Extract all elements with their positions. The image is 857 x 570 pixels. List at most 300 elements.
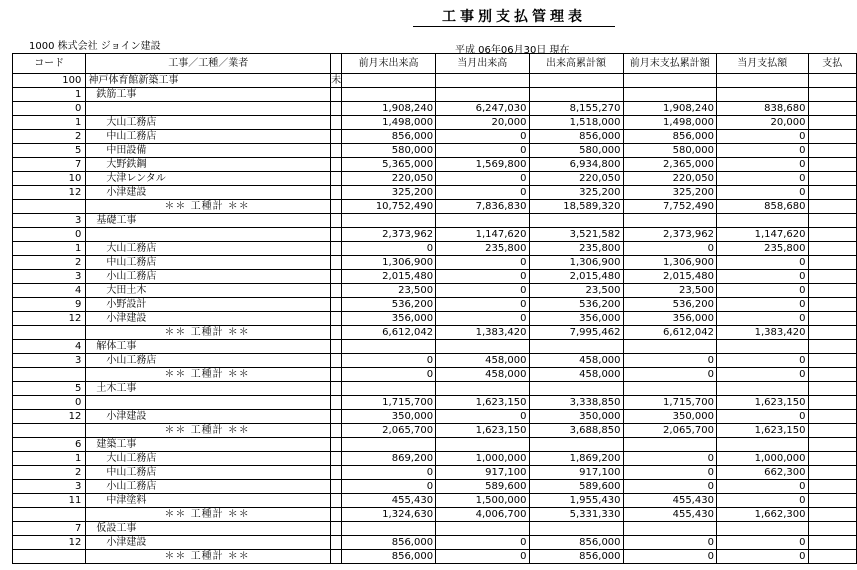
row-code: 12 (13, 536, 86, 550)
row-name: 小野設計 (86, 298, 331, 312)
row-mark (331, 396, 342, 410)
cell-month-progress: 0 (436, 130, 529, 144)
table-row (13, 438, 857, 452)
cell-payment (808, 382, 856, 396)
col-header-prev-paid-total: 前月末支払累計額 (623, 54, 716, 74)
cell-month-paid (716, 382, 808, 396)
table-row (13, 256, 857, 270)
cell-prev-paid-total: 2,365,000 (623, 158, 716, 172)
cell-month-progress: 7,836,830 (436, 200, 529, 214)
row-mark (331, 312, 342, 326)
cell-payment (808, 312, 856, 326)
cell-prev-progress: 455,430 (342, 494, 436, 508)
cell-progress-total: 18,589,320 (529, 200, 623, 214)
cell-month-progress: 1,383,420 (436, 326, 529, 340)
row-mark (331, 438, 342, 452)
cell-prev-paid-total: 2,065,700 (623, 424, 716, 438)
table-row (13, 508, 857, 522)
row-name: 仮設工事 (86, 522, 331, 536)
cell-month-paid (716, 88, 808, 102)
header-row (13, 54, 857, 74)
row-code: 5 (13, 382, 86, 396)
row-name: 建築工事 (86, 438, 331, 452)
row-mark (331, 522, 342, 536)
cell-month-progress (436, 214, 529, 228)
cell-prev-paid-total (623, 88, 716, 102)
cell-month-paid: 20,000 (716, 116, 808, 130)
cell-progress-total: 2,015,480 (529, 270, 623, 284)
row-code: 12 (13, 186, 86, 200)
cell-prev-paid-total: 350,000 (623, 410, 716, 424)
cell-prev-paid-total (623, 382, 716, 396)
cell-month-progress: 458,000 (436, 368, 529, 382)
cell-month-paid: 0 (716, 410, 808, 424)
cell-progress-total (529, 214, 623, 228)
cell-prev-progress: 23,500 (342, 284, 436, 298)
cell-month-progress: 1,000,000 (436, 452, 529, 466)
cell-payment (808, 200, 856, 214)
row-mark (331, 326, 342, 340)
cell-prev-paid-total: 856,000 (623, 130, 716, 144)
cell-prev-paid-total: 0 (623, 452, 716, 466)
row-code: 0 (13, 396, 86, 410)
row-code: 0 (13, 102, 86, 116)
cell-payment (808, 270, 856, 284)
cell-progress-total: 917,100 (529, 466, 623, 480)
row-mark (331, 130, 342, 144)
table-row (13, 326, 857, 340)
cell-prev-paid-total: 0 (623, 368, 716, 382)
cell-payment (808, 326, 856, 340)
table-row (13, 522, 857, 536)
cell-prev-progress: 2,015,480 (342, 270, 436, 284)
cell-prev-progress (342, 88, 436, 102)
cell-progress-total: 235,800 (529, 242, 623, 256)
row-mark (331, 88, 342, 102)
row-name: 小津建設 (86, 536, 331, 550)
table-row (13, 102, 857, 116)
cell-payment (808, 88, 856, 102)
table-row (13, 298, 857, 312)
cell-payment (808, 144, 856, 158)
table-row (13, 382, 857, 396)
cell-prev-paid-total: 1,498,000 (623, 116, 716, 130)
cell-payment (808, 368, 856, 382)
cell-prev-paid-total (623, 340, 716, 354)
row-code: 2 (13, 256, 86, 270)
row-name: 土木工事 (86, 382, 331, 396)
cell-payment (808, 354, 856, 368)
cell-payment (808, 214, 856, 228)
cell-progress-total: 3,521,582 (529, 228, 623, 242)
cell-payment (808, 74, 856, 88)
row-mark (331, 158, 342, 172)
row-name: ＊＊ 工種計 ＊＊ (86, 550, 331, 564)
cell-prev-paid-total: 0 (623, 354, 716, 368)
cell-month-progress: 0 (436, 284, 529, 298)
cell-prev-progress (342, 74, 436, 88)
cell-month-paid: 0 (716, 144, 808, 158)
cell-prev-progress: 580,000 (342, 144, 436, 158)
cell-progress-total: 3,338,850 (529, 396, 623, 410)
cell-month-paid: 0 (716, 312, 808, 326)
table-row (13, 74, 857, 88)
cell-prev-paid-total: 7,752,490 (623, 200, 716, 214)
table-row (13, 144, 857, 158)
row-mark (331, 298, 342, 312)
row-name: 大田土木 (86, 284, 331, 298)
row-mark (331, 270, 342, 284)
as-of-date: 平成 06年06月30日 現在 (455, 45, 570, 56)
cell-month-paid: 0 (716, 480, 808, 494)
row-mark (331, 284, 342, 298)
row-mark (331, 228, 342, 242)
cell-payment (808, 186, 856, 200)
row-code: 11 (13, 494, 86, 508)
cell-month-paid: 235,800 (716, 242, 808, 256)
row-name: 基礎工事 (86, 214, 331, 228)
table-row (13, 368, 857, 382)
row-name: 中山工務店 (86, 466, 331, 480)
cell-prev-progress (342, 340, 436, 354)
cell-progress-total: 856,000 (529, 536, 623, 550)
row-code: 5 (13, 144, 86, 158)
cell-prev-paid-total: 325,200 (623, 186, 716, 200)
cell-payment (808, 228, 856, 242)
cell-progress-total: 356,000 (529, 312, 623, 326)
row-mark (331, 242, 342, 256)
cell-prev-progress: 10,752,490 (342, 200, 436, 214)
cell-prev-paid-total (623, 438, 716, 452)
cell-month-paid: 0 (716, 298, 808, 312)
table-row (13, 130, 857, 144)
cell-prev-paid-total: 220,050 (623, 172, 716, 186)
cell-prev-paid-total: 6,612,042 (623, 326, 716, 340)
row-name: 小津建設 (86, 312, 331, 326)
cell-month-paid: 0 (716, 270, 808, 284)
cell-month-progress: 1,623,150 (436, 424, 529, 438)
cell-progress-total: 856,000 (529, 550, 623, 564)
cell-progress-total: 1,306,900 (529, 256, 623, 270)
cell-prev-progress: 856,000 (342, 550, 436, 564)
col-header-name: 工事／工種／業者 (86, 54, 331, 74)
cell-month-paid: 858,680 (716, 200, 808, 214)
cell-month-progress: 0 (436, 536, 529, 550)
cell-progress-total (529, 382, 623, 396)
cell-prev-progress (342, 214, 436, 228)
cell-prev-progress: 1,306,900 (342, 256, 436, 270)
row-code: 1 (13, 452, 86, 466)
cell-prev-progress: 325,200 (342, 186, 436, 200)
row-mark (331, 186, 342, 200)
row-name: 大山工務店 (86, 452, 331, 466)
cell-month-progress: 6,247,030 (436, 102, 529, 116)
cell-month-paid: 1,623,150 (716, 396, 808, 410)
table-row (13, 186, 857, 200)
cell-payment (808, 424, 856, 438)
row-code (13, 368, 86, 382)
cell-prev-progress: 2,373,962 (342, 228, 436, 242)
row-mark (331, 214, 342, 228)
cell-month-progress: 1,569,800 (436, 158, 529, 172)
table-row (13, 480, 857, 494)
row-code (13, 200, 86, 214)
row-code: 3 (13, 480, 86, 494)
cell-prev-progress: 2,065,700 (342, 424, 436, 438)
cell-progress-total: 23,500 (529, 284, 623, 298)
cell-month-paid (716, 438, 808, 452)
cell-prev-progress: 1,498,000 (342, 116, 436, 130)
row-mark (331, 466, 342, 480)
cell-progress-total: 580,000 (529, 144, 623, 158)
cell-prev-progress: 5,365,000 (342, 158, 436, 172)
cell-progress-total (529, 438, 623, 452)
row-name: 小山工務店 (86, 270, 331, 284)
cell-prev-paid-total: 1,306,900 (623, 256, 716, 270)
row-code (13, 508, 86, 522)
cell-payment (808, 466, 856, 480)
row-code: 100 (13, 74, 86, 88)
row-code: 3 (13, 270, 86, 284)
cell-month-progress (436, 88, 529, 102)
cell-prev-progress (342, 522, 436, 536)
cell-month-progress: 917,100 (436, 466, 529, 480)
cell-month-progress: 235,800 (436, 242, 529, 256)
cell-progress-total: 8,155,270 (529, 102, 623, 116)
cell-payment (808, 116, 856, 130)
table-row (13, 424, 857, 438)
cell-prev-paid-total: 455,430 (623, 508, 716, 522)
cell-month-paid: 1,000,000 (716, 452, 808, 466)
table-row (13, 536, 857, 550)
row-name: 大野鉄鋼 (86, 158, 331, 172)
cell-month-progress: 0 (436, 410, 529, 424)
row-code (13, 424, 86, 438)
row-mark (331, 116, 342, 130)
cell-prev-paid-total: 1,908,240 (623, 102, 716, 116)
cell-prev-paid-total: 536,200 (623, 298, 716, 312)
cell-prev-progress: 356,000 (342, 312, 436, 326)
cell-prev-paid-total (623, 214, 716, 228)
cell-progress-total: 220,050 (529, 172, 623, 186)
row-name: 小山工務店 (86, 354, 331, 368)
cell-progress-total (529, 88, 623, 102)
table-row (13, 340, 857, 354)
row-name: 中山工務店 (86, 256, 331, 270)
cell-month-paid (716, 214, 808, 228)
cell-month-progress: 0 (436, 312, 529, 326)
cell-progress-total: 350,000 (529, 410, 623, 424)
row-name: 小津建設 (86, 186, 331, 200)
cell-month-paid: 1,662,300 (716, 508, 808, 522)
cell-payment (808, 452, 856, 466)
row-mark (331, 340, 342, 354)
row-name: 大山工務店 (86, 242, 331, 256)
cell-month-progress: 0 (436, 270, 529, 284)
table-row (13, 284, 857, 298)
row-name: 大津レンタル (86, 172, 331, 186)
row-name: ＊＊ 工種計 ＊＊ (86, 424, 331, 438)
cell-month-progress (436, 522, 529, 536)
cell-payment (808, 522, 856, 536)
cell-payment (808, 438, 856, 452)
cell-payment (808, 550, 856, 564)
cell-payment (808, 410, 856, 424)
cell-prev-progress: 536,200 (342, 298, 436, 312)
row-name (86, 102, 331, 116)
cell-progress-total: 589,600 (529, 480, 623, 494)
row-code: 7 (13, 522, 86, 536)
cell-month-progress: 1,147,620 (436, 228, 529, 242)
cell-month-progress: 0 (436, 298, 529, 312)
cell-month-paid: 0 (716, 172, 808, 186)
col-header-prev-progress: 前月末出来高 (342, 54, 436, 74)
cell-payment (808, 102, 856, 116)
cell-payment (808, 480, 856, 494)
row-code: 0 (13, 228, 86, 242)
table-row (13, 466, 857, 480)
cell-progress-total (529, 74, 623, 88)
cell-month-paid: 0 (716, 550, 808, 564)
table-row (13, 228, 857, 242)
cell-prev-progress: 220,050 (342, 172, 436, 186)
row-code: 4 (13, 340, 86, 354)
cell-payment (808, 172, 856, 186)
row-name: 中田設備 (86, 144, 331, 158)
row-mark (331, 172, 342, 186)
cell-month-paid: 1,623,150 (716, 424, 808, 438)
table-row (13, 410, 857, 424)
table-row (13, 88, 857, 102)
cell-month-paid: 1,147,620 (716, 228, 808, 242)
row-code: 2 (13, 466, 86, 480)
cell-progress-total: 1,869,200 (529, 452, 623, 466)
cell-month-progress (436, 382, 529, 396)
row-mark (331, 536, 342, 550)
row-mark (331, 424, 342, 438)
col-header-payment: 支払 (808, 54, 856, 74)
cell-prev-progress (342, 438, 436, 452)
table-row (13, 550, 857, 564)
cell-payment (808, 242, 856, 256)
cell-month-paid: 0 (716, 186, 808, 200)
cell-month-progress: 458,000 (436, 354, 529, 368)
table-row (13, 200, 857, 214)
row-code: 9 (13, 298, 86, 312)
cell-payment (808, 298, 856, 312)
row-code: 1 (13, 88, 86, 102)
cell-month-paid: 0 (716, 284, 808, 298)
cell-progress-total (529, 340, 623, 354)
cell-prev-paid-total: 0 (623, 480, 716, 494)
row-mark (331, 410, 342, 424)
row-code (13, 550, 86, 564)
row-name: ＊＊ 工種計 ＊＊ (86, 368, 331, 382)
cell-progress-total: 7,995,462 (529, 326, 623, 340)
col-header-mark (331, 54, 342, 74)
cell-prev-progress: 0 (342, 466, 436, 480)
cell-prev-paid-total: 2,373,962 (623, 228, 716, 242)
cell-month-progress (436, 74, 529, 88)
row-code: 12 (13, 312, 86, 326)
cell-month-paid: 662,300 (716, 466, 808, 480)
row-mark (331, 480, 342, 494)
cell-prev-progress: 1,324,630 (342, 508, 436, 522)
cell-prev-progress: 0 (342, 368, 436, 382)
cell-payment (808, 396, 856, 410)
row-mark: 未 (331, 75, 342, 86)
cell-month-paid (716, 340, 808, 354)
row-code (13, 326, 86, 340)
cell-progress-total: 856,000 (529, 130, 623, 144)
row-code: 4 (13, 284, 86, 298)
cell-prev-progress: 1,715,700 (342, 396, 436, 410)
cell-prev-paid-total: 0 (623, 536, 716, 550)
cell-month-progress: 0 (436, 172, 529, 186)
cell-month-paid (716, 74, 808, 88)
table-row (13, 242, 857, 256)
cell-prev-progress: 0 (342, 480, 436, 494)
cell-prev-progress: 350,000 (342, 410, 436, 424)
cell-month-paid: 0 (716, 494, 808, 508)
row-mark (331, 550, 342, 564)
cell-prev-paid-total: 2,015,480 (623, 270, 716, 284)
cell-payment (808, 508, 856, 522)
cell-prev-progress: 6,612,042 (342, 326, 436, 340)
cell-progress-total: 6,934,800 (529, 158, 623, 172)
cell-progress-total: 325,200 (529, 186, 623, 200)
cell-payment (808, 340, 856, 354)
row-code: 7 (13, 158, 86, 172)
cell-prev-paid-total: 580,000 (623, 144, 716, 158)
cell-payment (808, 158, 856, 172)
row-name (86, 396, 331, 410)
row-code: 3 (13, 214, 86, 228)
col-header-month-progress: 当月出来高 (436, 54, 529, 74)
cell-prev-progress: 1,908,240 (342, 102, 436, 116)
cell-progress-total (529, 522, 623, 536)
cell-prev-paid-total: 23,500 (623, 284, 716, 298)
table-row (13, 354, 857, 368)
row-name: ＊＊ 工種計 ＊＊ (86, 200, 331, 214)
cell-prev-progress: 856,000 (342, 130, 436, 144)
cell-month-paid: 838,680 (716, 102, 808, 116)
row-name: 神戸体育館新築工事 (86, 74, 331, 88)
cell-month-progress: 20,000 (436, 116, 529, 130)
table-row (13, 214, 857, 228)
payment-table (12, 53, 857, 564)
row-mark (331, 354, 342, 368)
cell-prev-paid-total: 0 (623, 242, 716, 256)
row-mark (331, 102, 342, 116)
cell-month-paid: 0 (716, 354, 808, 368)
col-header-progress-total: 出来高累計額 (529, 54, 623, 74)
cell-month-paid (716, 522, 808, 536)
table-row (13, 396, 857, 410)
cell-payment (808, 256, 856, 270)
table-row (13, 452, 857, 466)
table-row (13, 172, 857, 186)
cell-progress-total: 5,331,330 (529, 508, 623, 522)
row-mark (331, 200, 342, 214)
cell-month-paid: 0 (716, 368, 808, 382)
cell-month-progress: 0 (436, 144, 529, 158)
cell-prev-paid-total (623, 522, 716, 536)
cell-month-progress: 0 (436, 186, 529, 200)
cell-month-progress (436, 438, 529, 452)
row-code: 2 (13, 130, 86, 144)
row-name: 小津建設 (86, 410, 331, 424)
